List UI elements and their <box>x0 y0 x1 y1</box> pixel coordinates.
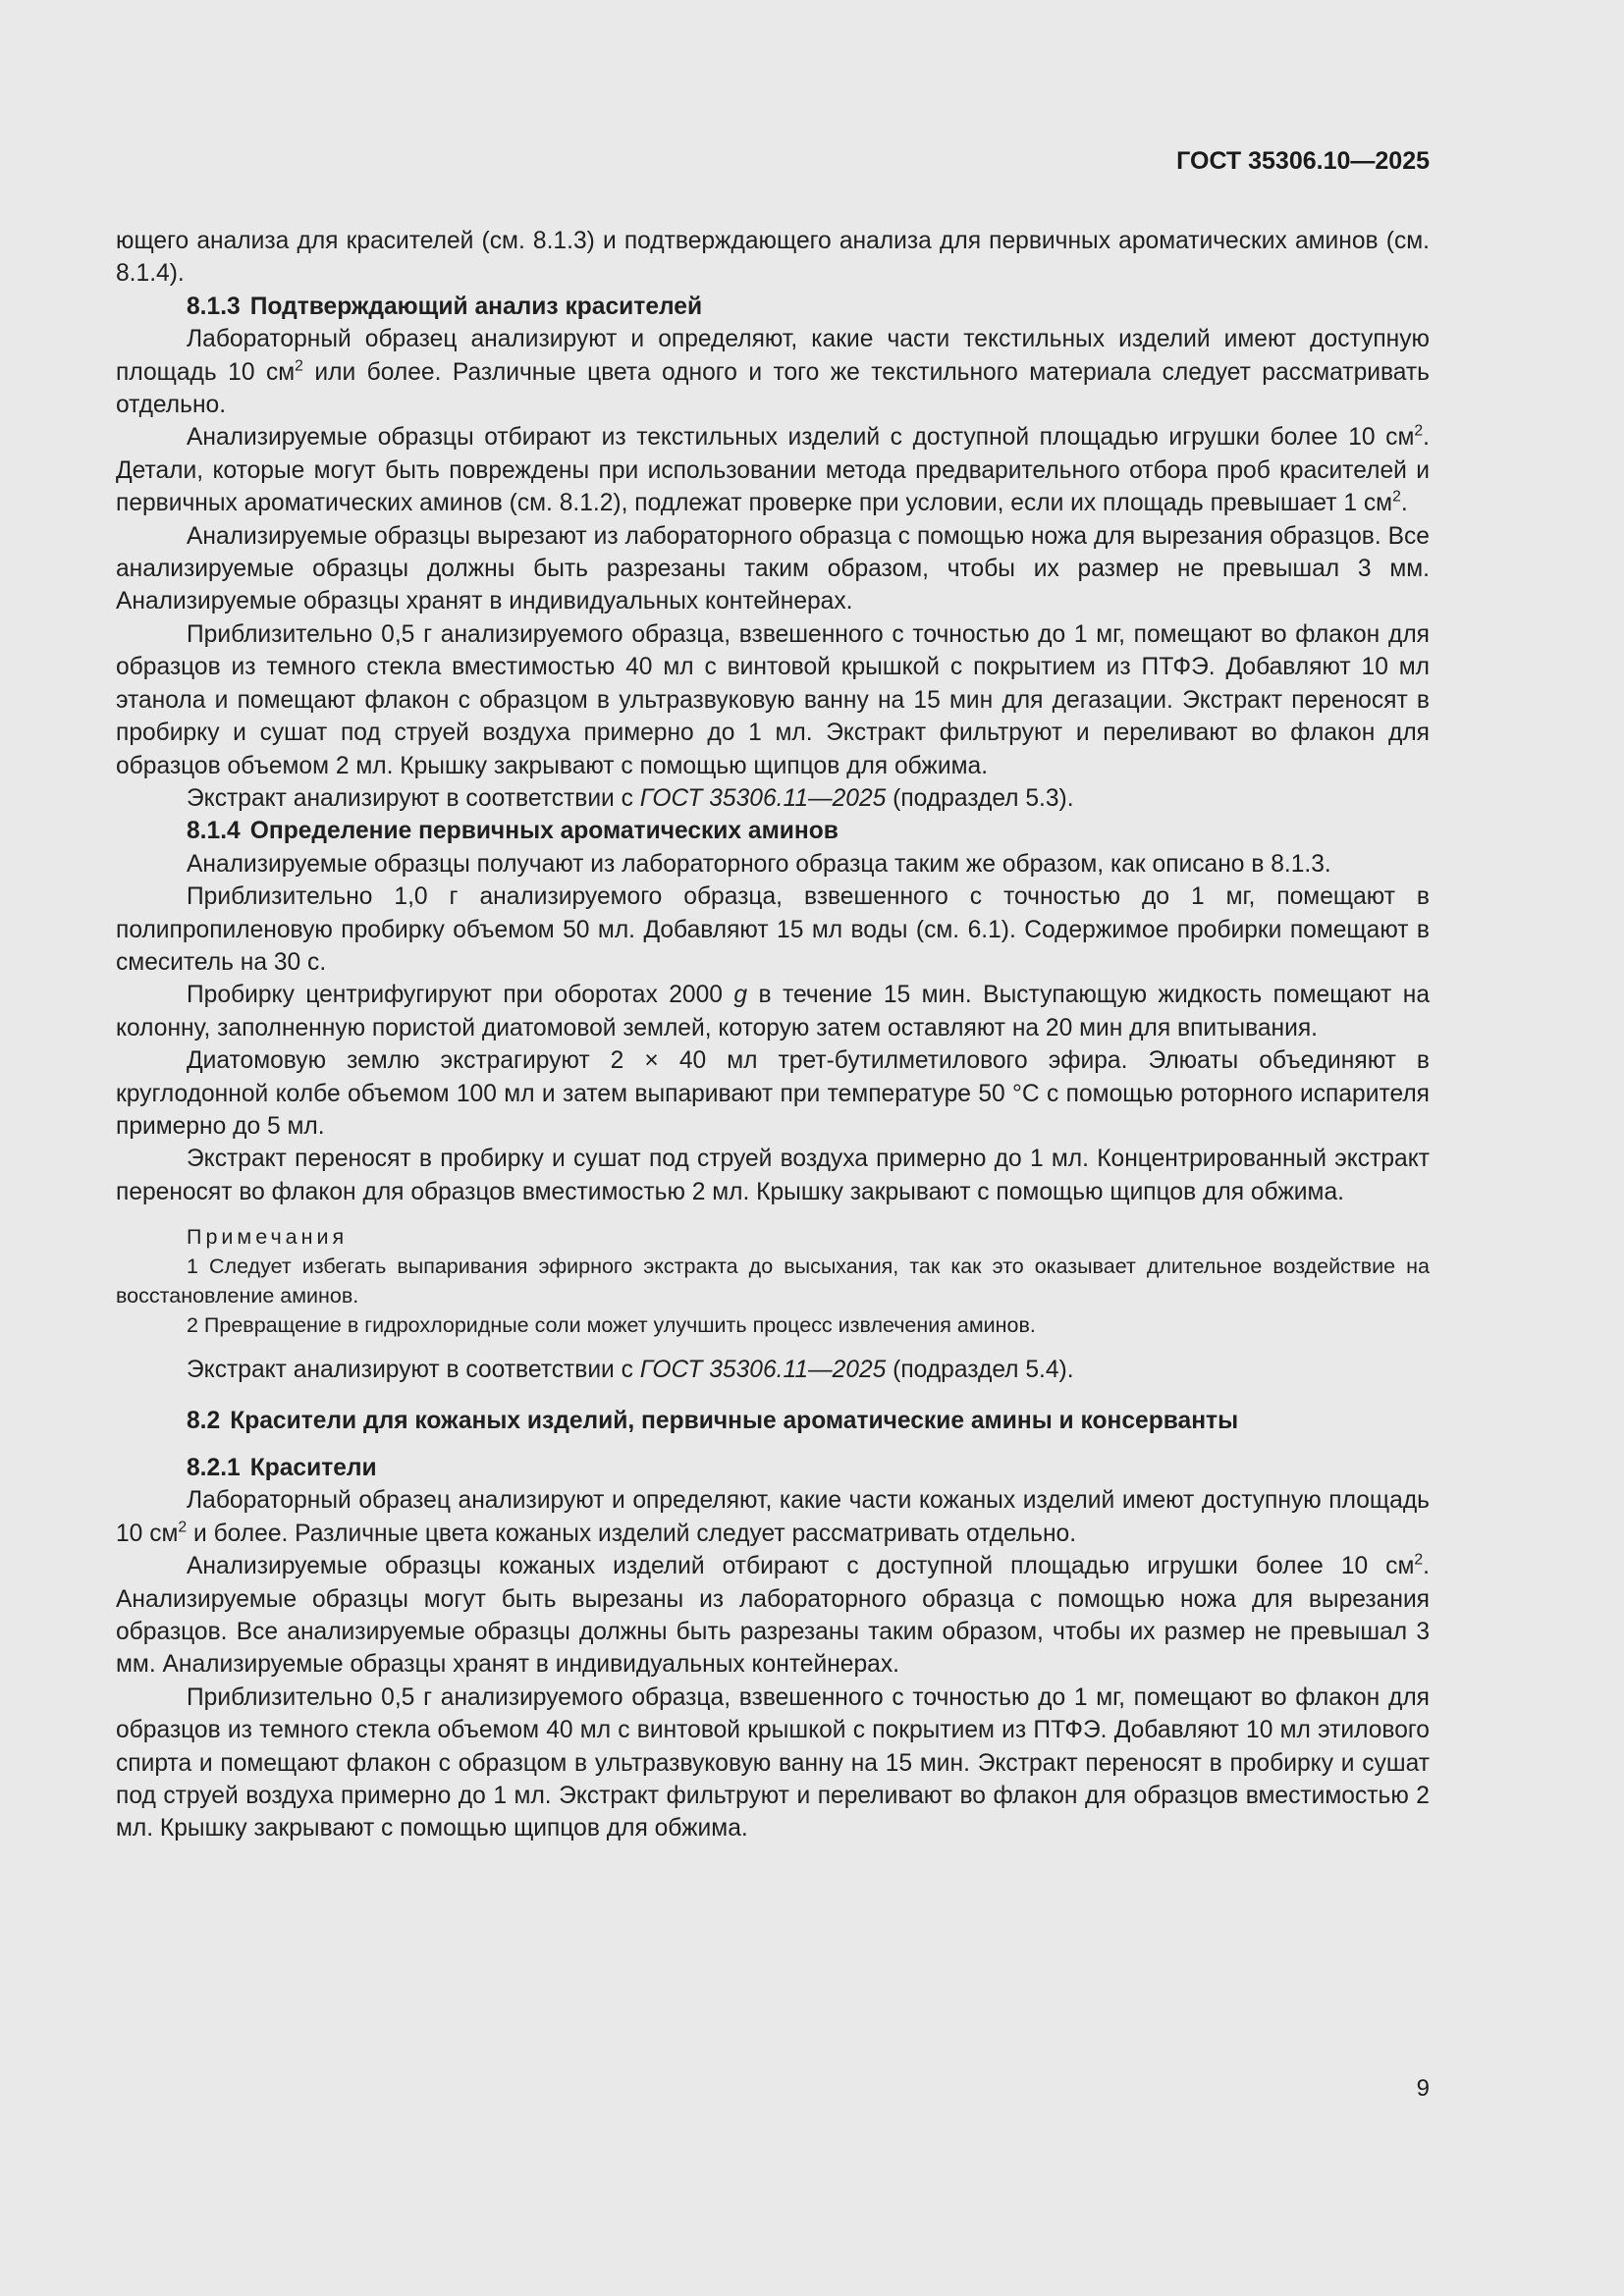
text-run: . Анализируемые образцы могут быть вырезаны из лабораторного образца с помощью ножа для вырезания образцов. Все анализируемые образцы должны быть разрезаны таким образом, чтобы их размер не превышал 3 мм. Анализируемые образцы хранят в индивидуальных контейнерах. <box>116 1553 1430 1679</box>
note-item: 2 Превращение в гидрохлоридные соли может улучшить процесс извлечения аминов. <box>187 1313 1036 1338</box>
text-run: или более. Различные цвета одного и того же текстильного материала следует рассматривать отдельно. <box>116 358 1430 419</box>
text-run: Экстракт анализируют в соответствии с <box>187 784 640 812</box>
paragraph: Приблизительно 0,5 г анализируемого образца, взвешенного с точностью до 1 мг, помещают во флакон для образцов из темного стекла вместимостью 40 мл с винтовой крышкой с покрытием из ПТФЭ. Добавляют 10 мл этанола и помещают флакон с образцом в ультразвуковую ванну на 15 мин для дегазации. Экстракт переносят в пробирку и сушат под струей воздуха примерно до 1 мл. Экстракт фильтруют и переливают во флакон для образцов объемом 2 мл. Крышку закрывают с помощью щипцов для обжима. <box>116 620 1430 779</box>
paragraph: Диатомовую землю экстрагируют 2 × 40 мл трет-бутилметилового эфира. Элюаты объединяют в круглодонной колбе объемом 100 мл и затем выпаривают при температуре 50 °С с помощью роторного испарителя примерно до 5 мл. <box>116 1047 1430 1140</box>
standard-reference: ГОСТ 35306.11—2025 <box>639 1357 887 1384</box>
standard-reference: ГОСТ 35306.11—2025 <box>639 784 887 812</box>
notes-title: Примечания <box>187 1225 349 1250</box>
heading-number: 8.2.1 <box>187 1455 241 1481</box>
notes-block <box>116 1222 1430 1340</box>
heading-number: 8.2 <box>187 1407 221 1434</box>
text-run: в течение 15 мин. Выступающую жидкость помещают на колонну, заполненную пористой диатомовой землей, которую затем оставляют на 20 мин для впитывания. <box>116 982 1430 1041</box>
heading-number: 8.1.3 <box>187 293 241 320</box>
page-number: 9 <box>1416 2075 1430 2102</box>
text-run: Пробирку центрифугируют при оборотах 2000 <box>187 982 734 1009</box>
paragraph <box>116 323 1430 421</box>
note-item: 1 Следует избегать выпаривания эфирного экстракта до высыхания, так как это оказывает длительное воздействие на восстановление аминов. <box>116 1255 1430 1308</box>
heading-title: Красители <box>249 1455 377 1481</box>
text-run: . <box>1400 490 1408 517</box>
italic-unit: g <box>733 982 748 1009</box>
paragraph: Экстракт переносят в пробирку и сушат под струей воздуха примерно до 1 мл. Концентрированный экстракт переносят во флакон для образцов вместимостью 2 мл. Крышку закрывают с помощью щипцов для обжима. <box>116 1146 1430 1205</box>
heading-8-1-3 <box>116 291 1430 323</box>
heading-title: Определение первичных ароматических аминов <box>249 818 839 845</box>
paragraph-continued: ющего анализа для красителей (см. 8.1.3) и подтверждающего анализа для первичных ароматических аминов (см. 8.1.4). <box>116 228 1430 288</box>
text-run: . Детали, которые могут быть повреждены при использовании метода предварительного отбора проб красителей и первичных ароматических аминов (см. 8.1.2), подлежат проверке при условии, если их площадь превышает 1 см <box>116 424 1430 517</box>
paragraph <box>116 1354 1430 1386</box>
text-run: Экстракт анализируют в соответствии с <box>187 1357 640 1384</box>
paragraph <box>116 979 1430 1044</box>
superscript: 2 <box>1392 488 1401 506</box>
paragraph: Анализируемые образцы вырезают из лабораторного образца с помощью ножа для вырезания образцов. Все анализируемые образцы должны быть разрезаны таким образом, чтобы их размер не превышал 3 мм. Анализируемые образцы хранят в индивидуальных контейнерах. <box>116 522 1430 615</box>
superscript: 2 <box>295 356 303 374</box>
superscript: 2 <box>1414 1551 1424 1569</box>
text-run: Анализируемые образцы кожаных изделий отбирают с доступной площадью игрушки более 10 см <box>187 1553 1415 1580</box>
paragraph <box>116 1550 1430 1682</box>
heading-8-1-4 <box>116 815 1430 847</box>
paragraph <box>116 421 1430 519</box>
paragraph: Анализируемые образцы получают из лабораторного образца таким же образом, как описано в 8.1.3. <box>187 850 1331 878</box>
text-run: Лабораторный образец анализируют и определяют, какие части кожаных изделий имеют доступную площадь 10 см <box>116 1487 1430 1547</box>
paragraph: Приблизительно 1,0 г анализируемого образца, взвешенного с точностью до 1 мг, помещают в полипропиленовую пробирку объемом 50 мл. Добавляют 15 мл воды (см. 6.1). Содержимое пробирки помещают в смеситель на 30 с. <box>116 883 1430 976</box>
paragraph <box>116 782 1430 815</box>
superscript: 2 <box>178 1519 188 1536</box>
heading-8-2-1 <box>116 1452 1430 1484</box>
document-body <box>116 225 1430 1845</box>
text-run: и более. Различные цвета кожаных изделий следует рассматривать отдельно. <box>187 1520 1077 1547</box>
text-run: (подраздел 5.3). <box>886 784 1074 812</box>
heading-number: 8.1.4 <box>187 818 241 845</box>
text-run: Анализируемые образцы отбирают из текстильных изделий с доступной площадью игрушки более 10 см <box>187 424 1415 452</box>
document-id-header: ГОСТ 35306.10—2025 <box>1176 147 1430 175</box>
text-run: Лабораторный образец анализируют и определяют, какие части текстильных изделий имеют доступную площадь 10 см <box>116 326 1430 386</box>
heading-title: Подтверждающий анализ красителей <box>249 293 703 320</box>
text-run: (подраздел 5.4). <box>886 1357 1074 1384</box>
superscript: 2 <box>1414 422 1424 440</box>
heading-title: Красители для кожаных изделий, первичные ароматические амины и консерванты <box>230 1407 1239 1434</box>
paragraph: Приблизительно 0,5 г анализируемого образца, взвешенного с точностью до 1 мг, помещают во флакон для образцов из темного стекла объемом 40 мл с винтовой крышкой с покрытием из ПТФЭ. Добавляют 10 мл этилового спирта и помещают флакон с образцом в ультразвуковую ванну на 15 мин. Экстракт переносят в пробирку и сушат под струей воздуха примерно до 1 мл. Экстракт фильтруют и переливают во флакон для образцов вместимостью 2 мл. Крышку закрывают с помощью щипцов для обжима. <box>116 1683 1430 1842</box>
paragraph <box>116 1484 1430 1550</box>
heading-8-2 <box>116 1405 1430 1437</box>
